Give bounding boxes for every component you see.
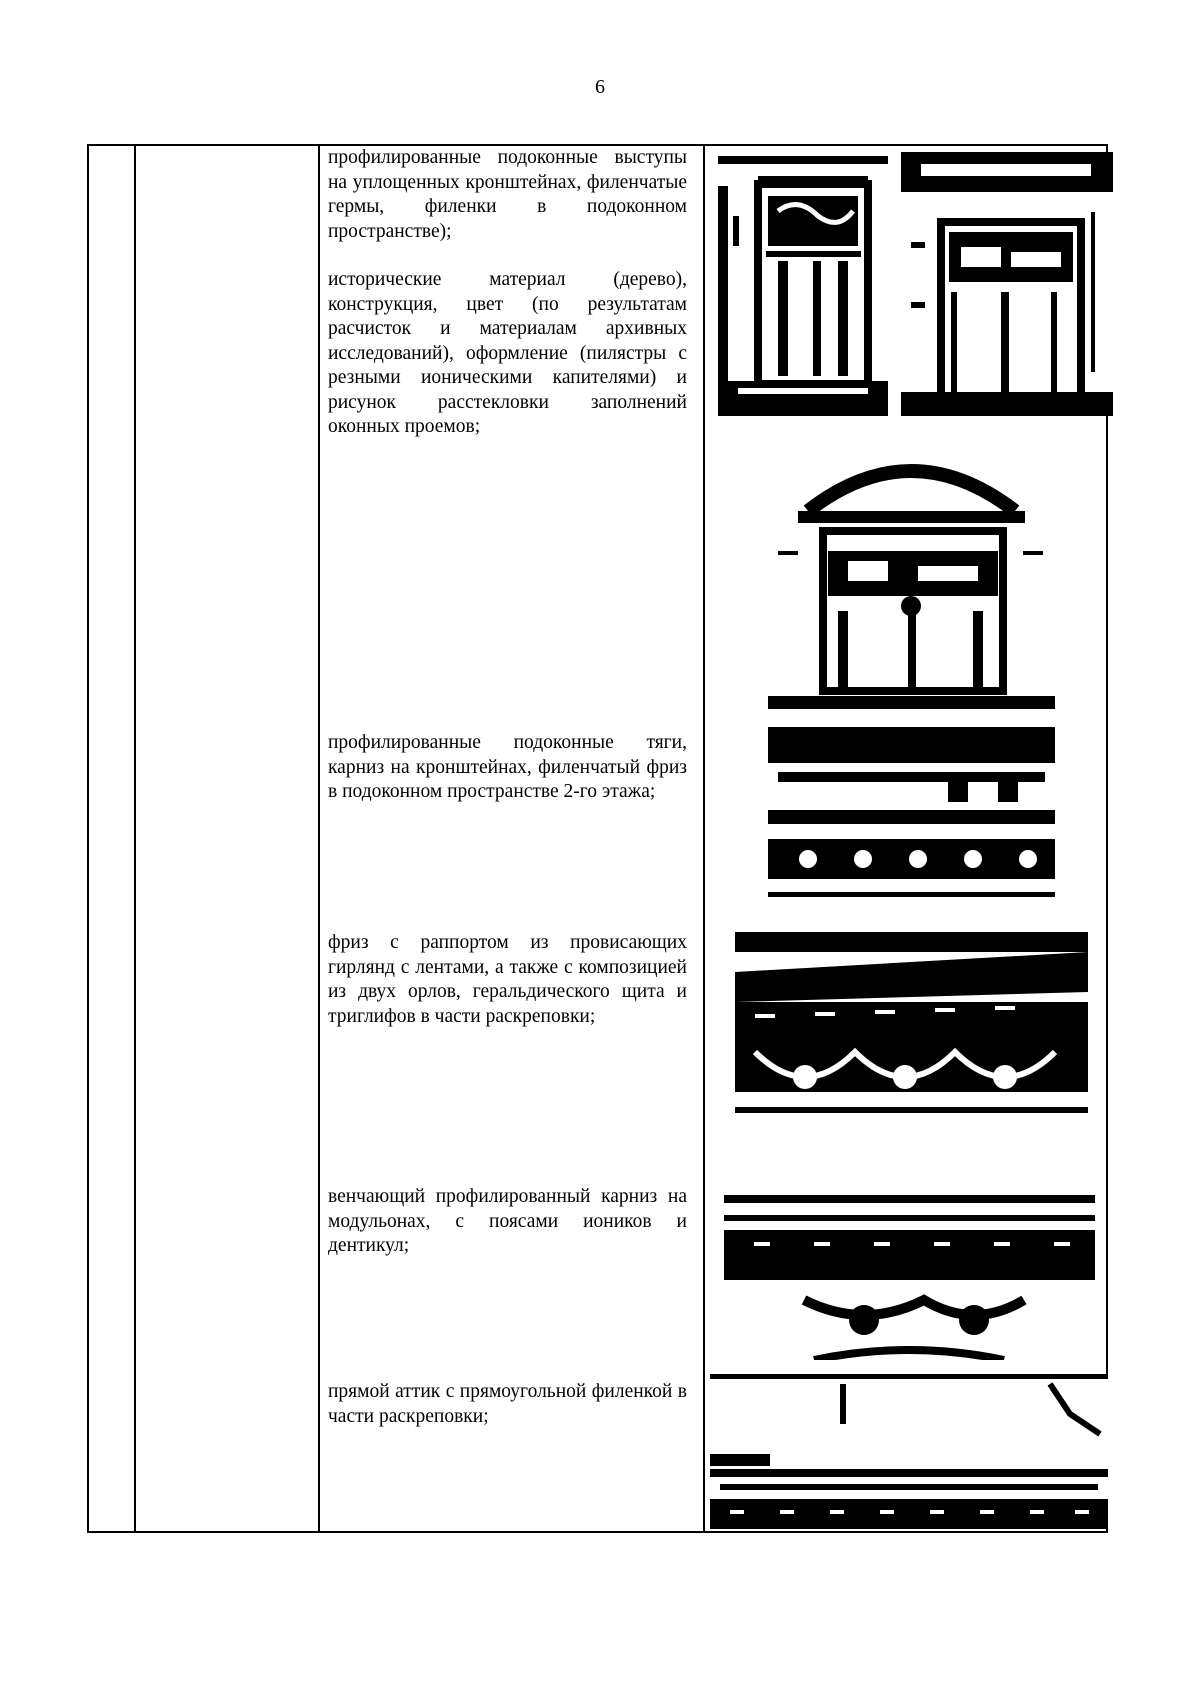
window-photo: [718, 156, 888, 416]
window-photo: [901, 152, 1113, 416]
row-3-text: [328, 931, 687, 1029]
paragraph: исторические материал (дерево), конструкция, цвет (по результатам расчисток и материалам архивных исследований), оформление (пилястры с резными ионическими капителями) и рисунок расстекловки заполнений оконных проемов;: [328, 269, 687, 437]
attic-photo: [710, 1374, 1108, 1529]
paragraph: прямой аттик с прямоугольной филенкой в части раскреповки;: [328, 1381, 687, 1427]
paragraph: фриз с раппортом из провисающих гирлянд с лентами, а также с композицией из двух орлов, геральдического щита и триглифов в части раскреповки;: [328, 932, 687, 1027]
window-pediment-photo: [768, 431, 1055, 709]
paragraph: венчающий профилированный карниз на модульонах, с поясами иоников и дентикул;: [328, 1186, 687, 1256]
paragraph: профилированные подоконные выступы на уплощенных кронштейнах, филенчатые гермы, филенки в подоконном пространстве);: [328, 147, 687, 242]
row-2-text: [328, 731, 687, 805]
row-5-text: [328, 1380, 687, 1429]
column-divider: [703, 146, 705, 1531]
column-divider: [318, 146, 320, 1531]
cornice-brackets-photo: [768, 727, 1055, 903]
page-number: 6: [595, 76, 605, 98]
paragraph: профилированные подоконные тяги, карниз на кронштейнах, филенчатый фриз в подоконном пространстве 2-го этажа;: [328, 732, 687, 802]
row-4-text: [328, 1185, 687, 1259]
frieze-garlands-photo: [735, 932, 1088, 1132]
crowning-cornice-photo: [724, 1180, 1095, 1360]
row-1-text: [328, 146, 687, 440]
column-divider: [134, 146, 136, 1531]
